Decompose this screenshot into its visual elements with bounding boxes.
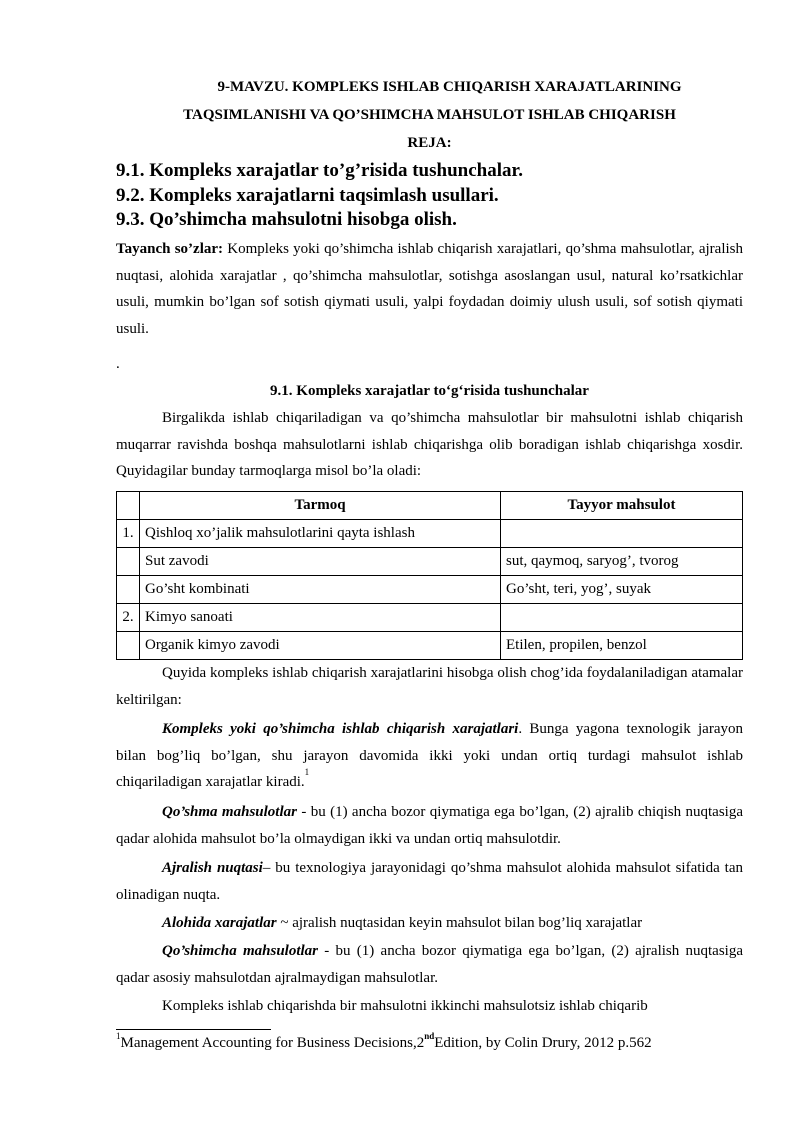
table-header-cell: Tarmoq [140, 492, 501, 520]
plan-heading: REJA: [407, 135, 452, 151]
definition-text: . Bunga yagona texnologik jarayon bilan bog’liq bo’lgan, shu jarayon davomida ikki yoki undan ortiq turdagi mahsulot ishlab chiqariladigan xarajatlar kiradi. [116, 721, 743, 790]
table-row [117, 604, 743, 632]
table-row [117, 548, 743, 576]
footnote-text: Management Accounting for Business Decisions,2 [120, 1035, 425, 1051]
table-header-row [117, 492, 743, 520]
definition-term: Qo’shma mahsulotlar [162, 804, 297, 820]
table-row [117, 520, 743, 548]
definition-paragraph [116, 855, 743, 908]
footnote [116, 1033, 652, 1053]
footnote-separator [116, 1029, 271, 1030]
definition-paragraph [116, 938, 743, 991]
plan-item: 9.2. Kompleks xarajatlarni taqsimlash usullari. [116, 185, 499, 206]
keywords-label: Tayanch so’zlar: [116, 241, 224, 257]
definition-paragraph [116, 799, 743, 852]
table-cell: 2. [117, 604, 140, 632]
footnote-ordinal: nd [424, 1031, 435, 1041]
table-cell: 1. [117, 520, 140, 548]
table-cell [501, 520, 743, 548]
footnote-reference: 1 [304, 767, 310, 777]
keywords-text: Kompleks yoki qo’shimcha ishlab chiqarish xarajatlari, qo’shma mahsulotlar, ajralish nuqtasi, alohida xarajatlar , qo’shimcha mahsulotlar, sotishga asoslangan usul, natural ko’rsatkichlar usuli, mumkin bo’lgan sof sotish qiymati usuli, yalpi foydadan doimiy ulush usuli, sof sotish qiymati usuli. [116, 241, 743, 337]
plan-item: 9.3. Qo’shimcha mahsulotni hisobga olish. [116, 209, 457, 230]
table-cell: Go’sht kombinati [140, 576, 501, 604]
table-cell [117, 576, 140, 604]
definition-text: - bu (1) ancha bozor qiymatiga ega bo’lgan, (2) ajralish nuqtasiga qadar asosiy mahsulotdan ajralmaydigan mahsulotlar. [116, 943, 743, 986]
plan-item: 9.1. Kompleks xarajatlar to’g’risida tushunchalar. [116, 160, 523, 181]
table-header-cell [117, 492, 140, 520]
table-header-cell: Tayyor mahsulot [501, 492, 743, 520]
keywords-paragraph [116, 236, 743, 342]
definition-text: ~ ajralish nuqtasidan keyin mahsulot bilan bog’liq xarajatlar [276, 915, 643, 931]
topic-title-line-2: TAQSIMLANISHI VA QO’SHIMCHA MAHSULOT ISHLAB CHIQARISH [183, 107, 676, 123]
definition-paragraph [116, 716, 743, 796]
table-cell: Organik kimyo zavodi [140, 632, 501, 660]
table-row [117, 576, 743, 604]
definition-term: Qo’shimcha mahsulotlar [162, 943, 319, 959]
table-cell [117, 632, 140, 660]
definition-text: - bu (1) ancha bozor qiymatiga ega bo’lgan, (2) ajralib chiqish nuqtasiga qadar alohida mahsulot bo’la olmaydigan ikki va undan ortiq mahsulotdir. [116, 804, 744, 847]
last-paragraph-line: Kompleks ishlab chiqarishda bir mahsulotni ikkinchi mahsulotsiz ishlab chiqarib [162, 998, 648, 1014]
intro-paragraph: Birgalikda ishlab chiqariladigan va qo’shimcha mahsulotlar bir mahsulotni ishlab chiqarish muqarrar ravishda boshqa mahsulotlarni ishlab chiqarishga olib boradigan ishlab chiqarishga xosdir. Quyidagilar bunday tarmoqlarga misol bo’la oladi: [116, 410, 743, 479]
table-cell: Go’sht, teri, yog’, suyak [501, 576, 743, 604]
table-cell: Kimyo sanoati [140, 604, 501, 632]
definition-term: Alohida xarajatlar [162, 915, 277, 931]
table-cell [501, 604, 743, 632]
definition-text: – bu texnologiya jarayonidagi qo’shma mahsulot alohida mahsulot sifatida tan olinadigan nuqta. [116, 860, 743, 903]
table-cell [117, 548, 140, 576]
separator-dot: . [116, 356, 120, 372]
table-row [117, 632, 743, 660]
table-cell: Sut zavodi [140, 548, 501, 576]
table-cell: sut, qaymoq, saryog’, tvorog [501, 548, 743, 576]
section-title: 9.1. Kompleks xarajatlar to‘g‘risida tushunchalar [270, 383, 589, 399]
definition-term: Kompleks yoki qo’shimcha ishlab chiqarish xarajatlari [162, 721, 519, 737]
topic-title-line-1: 9-MAVZU. KOMPLEKS ISHLAB CHIQARISH XARAJATLARINING [217, 79, 682, 95]
definition-paragraph [116, 910, 743, 937]
footnote-text-end: Edition, by Colin Drury, 2012 p.562 [434, 1035, 652, 1051]
industries-table [116, 491, 743, 660]
table-cell: Qishloq xo’jalik mahsulotlarini qayta ishlash [140, 520, 501, 548]
definition-term: Ajralish nuqtasi [162, 860, 263, 876]
footnote-mark: 1 [116, 1031, 121, 1041]
table-cell: Etilen, propilen, benzol [501, 632, 743, 660]
terms-intro-paragraph: Quyida kompleks ishlab chiqarish xarajatlarini hisobga olish chog’ida foydalaniladigan atamalar keltirilgan: [116, 665, 743, 708]
